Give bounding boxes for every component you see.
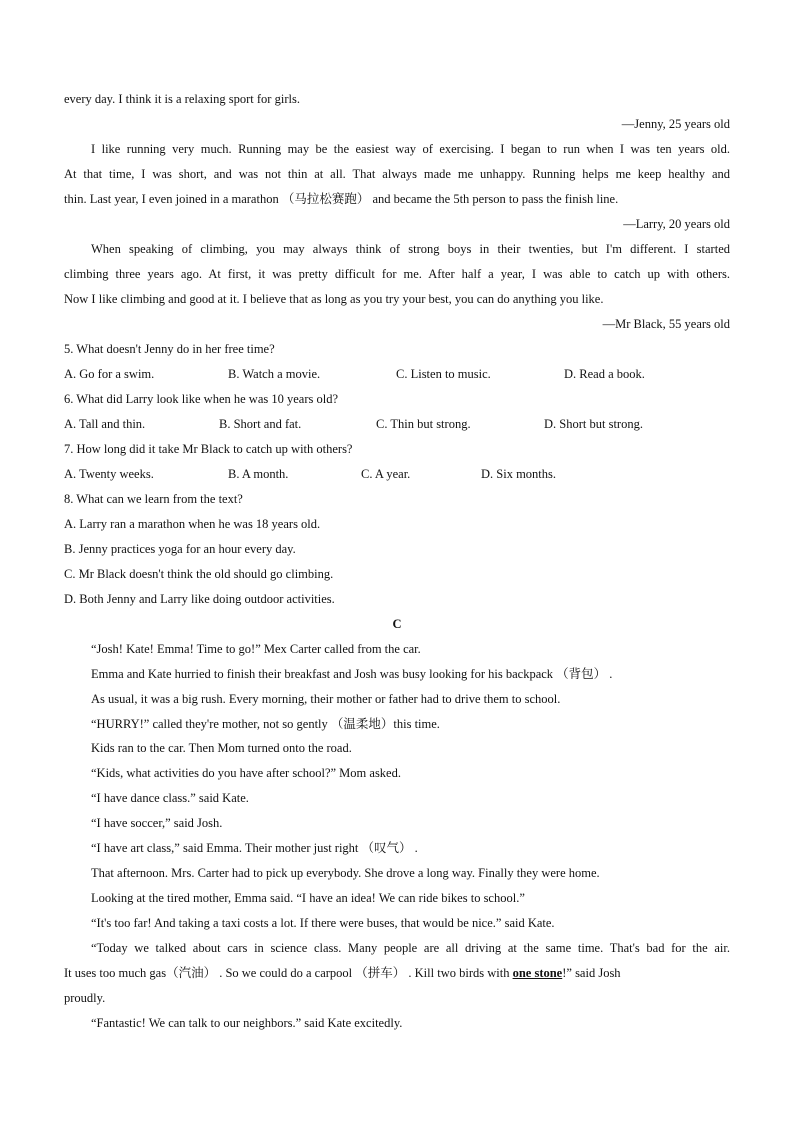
passage-line: I like running very much. Running may be the easiest way of exercising. I began to run when I was ten years old. xyxy=(91,142,730,156)
option-c: C. Listen to music. xyxy=(396,367,491,381)
option-b: B. Watch a movie. xyxy=(228,367,321,381)
underlined-phrase: one stone xyxy=(512,966,563,980)
passage-line: “HURRY!” called they're mother, not so gently （温柔地）this time. xyxy=(91,717,440,731)
passage-line: “Today we talked about cars in science class. Many people are all driving at the same time. That's bad for the air. xyxy=(91,941,730,955)
section-heading: C xyxy=(392,617,402,631)
passage-line: Kids ran to the car. Then Mom turned onto the road. xyxy=(91,741,352,755)
passage-line: thin. Last year, I even joined in a marathon （马拉松赛跑） and became the 5th person to pass the finish line. xyxy=(64,192,619,206)
passage-line xyxy=(64,961,730,986)
option-a: A. Go for a swim. xyxy=(64,367,155,381)
passage-line: “Kids, what activities do you have after school?” Mom asked. xyxy=(91,766,401,780)
gas-line-start: It uses too much gas（汽油） . So we could do a carpool （拼车） . Kill two birds with xyxy=(64,966,513,980)
question-stem: 8. What can we learn from the text? xyxy=(64,492,243,506)
passage-line: “Josh! Kate! Emma! Time to go!” Mex Carter called from the car. xyxy=(91,642,421,656)
option-d: D. Six months. xyxy=(481,467,557,481)
passage-line: proudly. xyxy=(64,991,106,1005)
passage-line: every day. I think it is a relaxing sport for girls. xyxy=(64,92,300,106)
passage-line: Now I like climbing and good at it. I believe that as long as you try your best, you can do anything you like. xyxy=(64,292,604,306)
option-d: D. Short but strong. xyxy=(544,417,643,431)
passage-line: As usual, it was a big rush. Every morning, their mother or father had to drive them to school. xyxy=(91,692,561,706)
option-c: C. A year. xyxy=(361,467,411,481)
passage-line: Emma and Kate hurried to finish their breakfast and Josh was busy looking for his backpack （背包） . xyxy=(91,667,613,681)
option-a: A. Twenty weeks. xyxy=(64,467,154,481)
gas-line-end: !” said Josh xyxy=(562,966,621,980)
signature-larry: —Larry, 20 years old xyxy=(623,217,730,231)
question-options xyxy=(64,412,730,437)
passage-line: When speaking of climbing, you may always think of strong boys in their twenties, but I'm different. I started xyxy=(91,242,730,256)
passage-line: At that time, I was short, and was not thin at all. That always made me unhappy. Running helps me keep healthy and xyxy=(64,167,730,181)
passage-line: That afternoon. Mrs. Carter had to pick up everybody. She drove a long way. Finally they were home. xyxy=(91,866,600,880)
question-stem: 5. What doesn't Jenny do in her free time? xyxy=(64,342,275,356)
option-a: A. Tall and thin. xyxy=(64,417,146,431)
passage-line: Looking at the tired mother, Emma said. “I have an idea! We can ride bikes to school.” xyxy=(91,891,525,905)
option-b: B. A month. xyxy=(228,467,289,481)
option-b: B. Jenny practices yoga for an hour every day. xyxy=(64,542,296,556)
question-stem: 7. How long did it take Mr Black to catch up with others? xyxy=(64,442,353,456)
option-a: A. Larry ran a marathon when he was 18 years old. xyxy=(64,517,321,531)
passage-line: “I have soccer,” said Josh. xyxy=(91,816,223,830)
signature-mr-black: —Mr Black, 55 years old xyxy=(602,317,730,331)
option-c: C. Thin but strong. xyxy=(376,417,471,431)
signature-jenny: —Jenny, 25 years old xyxy=(621,117,730,131)
question-stem: 6. What did Larry look like when he was 10 years old? xyxy=(64,392,338,406)
option-c: C. Mr Black doesn't think the old should go climbing. xyxy=(64,567,334,581)
option-d: D. Both Jenny and Larry like doing outdoor activities. xyxy=(64,592,335,606)
passage-line: “I have dance class.” said Kate. xyxy=(91,791,249,805)
question-options xyxy=(64,462,730,487)
passage-line: climbing three years ago. At first, it was pretty difficult for me. After half a year, I was able to catch up with others. xyxy=(64,267,730,281)
question-options xyxy=(64,362,730,387)
passage-line: “It's too far! And taking a taxi costs a lot. If there were buses, that would be nice.” said Kate. xyxy=(91,916,555,930)
option-d: D. Read a book. xyxy=(564,367,645,381)
passage-line: “Fantastic! We can talk to our neighbors.” said Kate excitedly. xyxy=(91,1016,403,1030)
passage-line: “I have art class,” said Emma. Their mother just right （叹气） . xyxy=(91,841,418,855)
option-b: B. Short and fat. xyxy=(219,417,302,431)
